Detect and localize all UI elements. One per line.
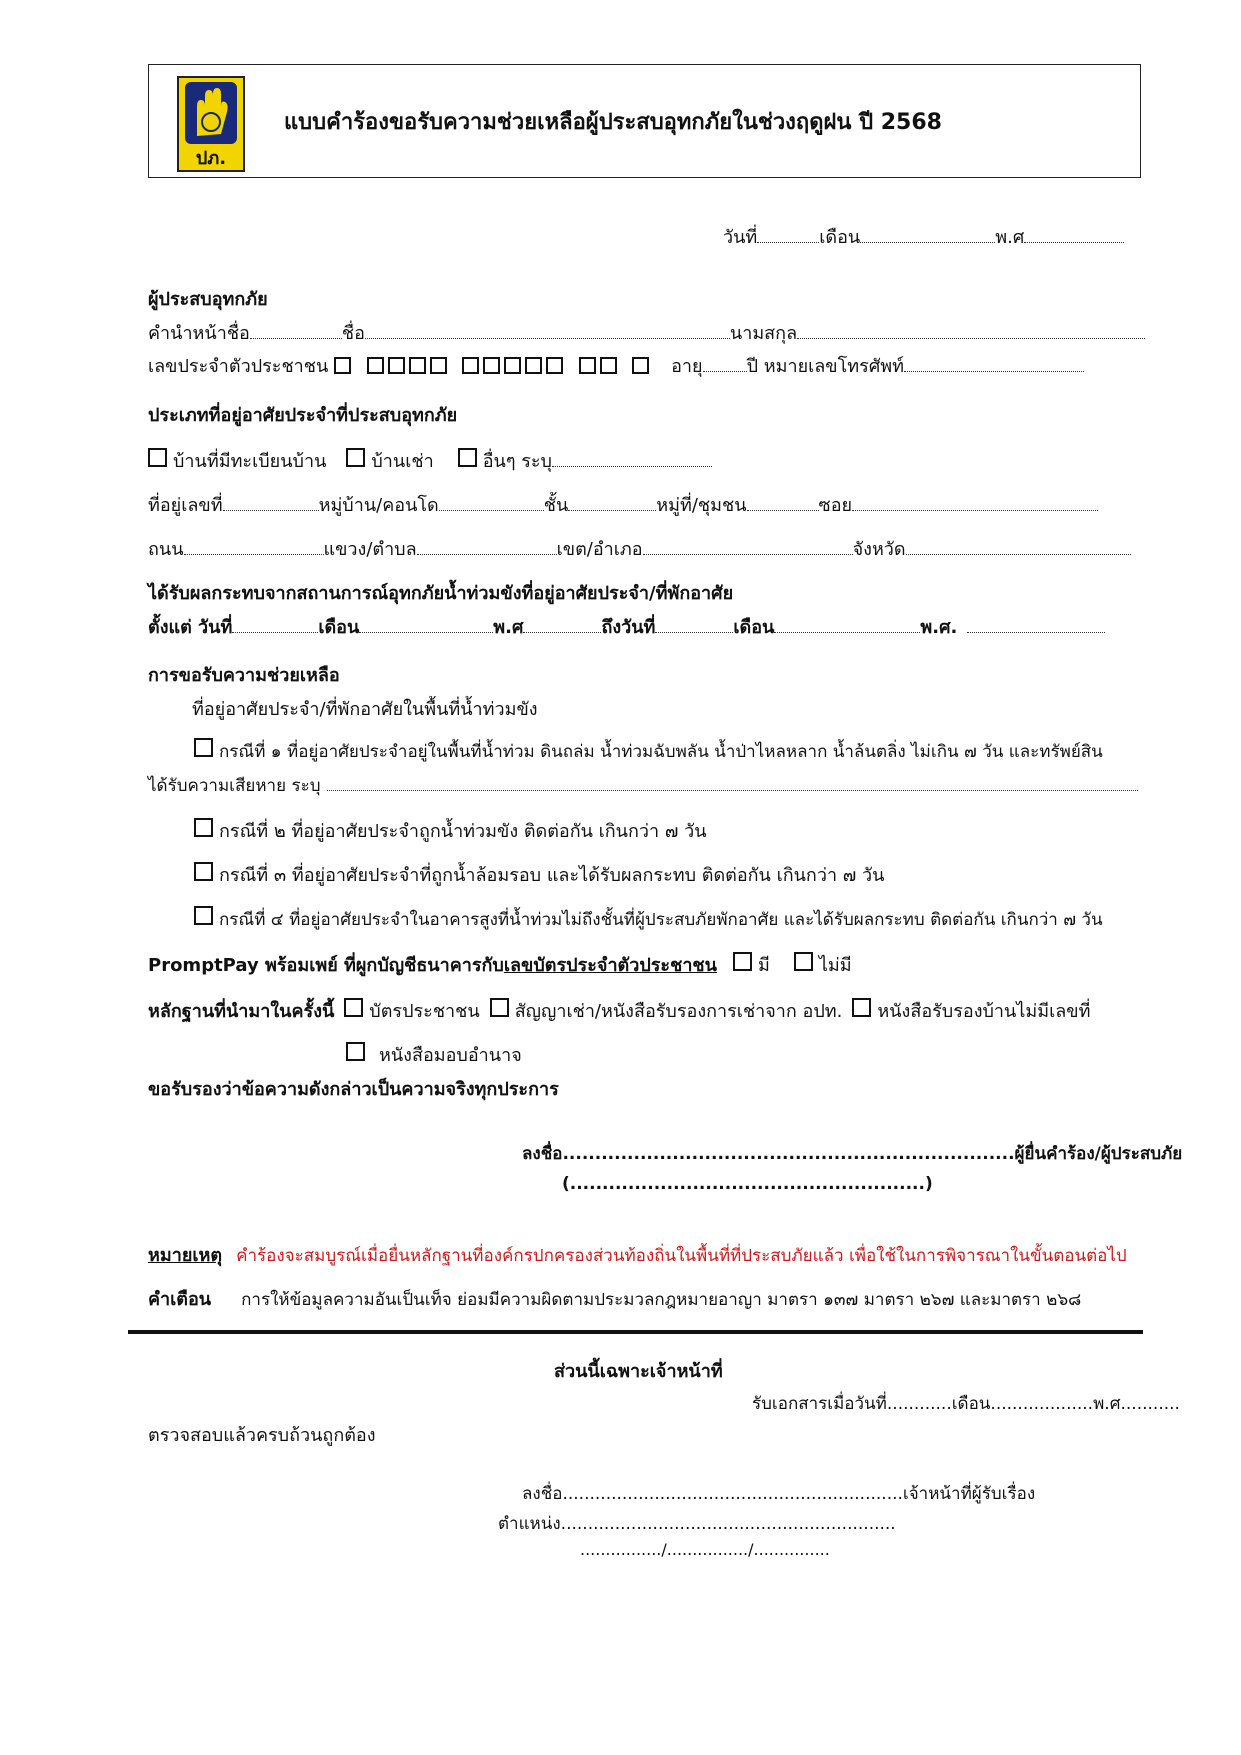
promptpay-line: PromptPay พร้อมเพย์ ที่ผูกบัญชีธนาคารกับ เลขบัตรประจำตัวประชาชน มี ไม่มี [148, 950, 852, 979]
id-boxes[interactable] [334, 356, 653, 377]
checkbox-other[interactable] [458, 448, 477, 467]
case-3: กรณีที่ ๓ ที่อยู่อาศัยประจำที่ถูกน้ำล้อมรอบ และได้รับผลกระทบ ติดต่อกัน เกินกว่า ๗ วัน [194, 860, 884, 889]
to-month-field[interactable] [774, 614, 920, 633]
svg-text:ปภ.: ปภ. [195, 148, 227, 169]
case-1-detail: ได้รับความเสียหาย ระบุ [148, 772, 1138, 799]
date-line: วันที่ เดือน พ.ศ [723, 222, 1124, 251]
checkbox-no-house-no[interactable] [852, 998, 871, 1017]
officer-signature: ลงชื่อ...............................................................เจ้าหน้าที่ผู้รับเรื่อง [522, 1484, 1036, 1504]
note-line: หมายเหตุ คำร้องจะสมบูรณ์เมื่อยื่นหลักฐานที่องค์กรปกครองส่วนท้องถิ่นในพื้นที่ที่ประสบภัยแล้ว เพื่อใช้ในการพิจารณาในขั้นตอนต่อไป [148, 1245, 1127, 1266]
floor-field[interactable] [568, 492, 656, 511]
assistance-sub: ที่อยู่อาศัยประจำ/ที่พักอาศัยในพื้นที่น้ำท่วมขัง [192, 699, 538, 720]
district-field[interactable] [643, 536, 853, 555]
from-month-field[interactable] [359, 614, 493, 633]
village-field[interactable] [439, 492, 544, 511]
checkbox-case-3[interactable] [194, 862, 213, 881]
subdistrict-field[interactable] [417, 536, 557, 555]
case-1: กรณีที่ ๑ ที่อยู่อาศัยประจำอยู่ในพื้นที่น้ำท่วม ดินถล่ม น้ำท่วมฉับพลัน น้ำป่าไหลหลาก น้ำล้นตลิ่ง ไม่เกิน ๗ วัน และทรัพย์สิน [194, 738, 1103, 765]
officer-position: ตำแหน่ง.............................................................. [498, 1514, 896, 1534]
checked-text: ตรวจสอบแล้วครบถ้วนถูกต้อง [148, 1425, 376, 1446]
checkbox-id-card[interactable] [344, 998, 363, 1017]
from-year-field[interactable] [523, 614, 601, 633]
house-no-field[interactable] [223, 492, 319, 511]
to-year-field[interactable] [967, 614, 1105, 633]
checkbox-case-1[interactable] [194, 738, 213, 757]
road-field[interactable] [184, 536, 324, 555]
officer-heading: ส่วนนี้เฉพาะเจ้าหน้าที่ [554, 1361, 723, 1382]
received-date: รับเอกสารเมื่อวันที่............เดือน...................พ.ศ........... [752, 1394, 1180, 1414]
address-line-1: ที่อยู่เลขที่ หมู่บ้าน/คอนโด ชั้น หมู่ที่/ชุมชน ซอย [148, 490, 1098, 519]
soi-field[interactable] [852, 492, 1098, 511]
province-field[interactable] [906, 536, 1131, 555]
impact-heading: ได้รับผลกระทบจากสถานการณ์อุทกภัยน้ำท่วมขังที่อยู่อาศัยประจำ/ที่พักอาศัย [148, 583, 734, 604]
surname-field[interactable] [797, 320, 1145, 339]
day-field[interactable] [757, 224, 819, 243]
other-field[interactable] [552, 448, 712, 467]
applicant-signature: ลงชื่อ......................................................................ผู้ยื่นคำร้อง/ผู้ประสบภัย [522, 1144, 1183, 1164]
month-field[interactable] [860, 224, 995, 243]
case-4: กรณีที่ ๔ ที่อยู่อาศัยประจำในอาคารสูงที่น้ำท่วมไม่ถึงชั้นที่ผู้ประสบภัยพักอาศัย และได้รับผลกระทบ ติดต่อกัน เกินกว่า ๗ วัน [194, 906, 1103, 933]
from-day-field[interactable] [232, 614, 318, 633]
damage-field[interactable] [327, 772, 1138, 791]
checkbox-lease[interactable] [490, 998, 509, 1017]
ddpm-logo [177, 76, 245, 172]
evidence-line-2: หนังสือมอบอำนาจ [346, 1040, 522, 1069]
checkbox-promptpay-yes[interactable] [733, 952, 752, 971]
certify-text: ขอรับรองว่าข้อความดังกล่าวเป็นความจริงทุกประการ [148, 1079, 559, 1100]
phone-field[interactable] [904, 353, 1084, 372]
id-line: เลขประจำตัวประชาชน อายุ ปี หมายเลขโทรศัพท์ [148, 351, 1084, 380]
officer-date: ................/................/............... [580, 1540, 830, 1559]
impact-dates: ตั้งแต่ วันที่ เดือน พ.ศ ถึงวันที่ เดือน พ.ศ. [148, 612, 1105, 641]
checkbox-promptpay-no[interactable] [794, 952, 813, 971]
checkbox-rented-house[interactable] [346, 448, 365, 467]
assistance-heading: การขอรับความช่วยเหลือ [148, 665, 340, 686]
evidence-line: หลักฐานที่นำมาในครั้งนี้ บัตรประชาชน สัญญาเช่า/หนังสือรับรองการเช่าจาก อปท. หนังสือรับรองบ้านไม่มีเลขที่ [148, 996, 1090, 1025]
warning-line: คำเตือน การให้ข้อมูลความอันเป็นเท็จ ย่อมมีความผิดตามประมวลกฎหมายอาญา มาตรา ๑๓๗ มาตรา ๒๖๗ และมาตรา ๒๖๘ [148, 1289, 1082, 1310]
checkbox-registered-house[interactable] [148, 448, 167, 467]
checkbox-case-4[interactable] [194, 906, 213, 925]
age-field[interactable] [703, 353, 747, 372]
moo-field[interactable] [747, 492, 819, 511]
address-line-2: ถนน แขวง/ตำบล เขต/อำเภอ จังหวัด [148, 534, 1131, 563]
case-2: กรณีที่ ๒ ที่อยู่อาศัยประจำถูกน้ำท่วมขัง ติดต่อกัน เกินกว่า ๗ วัน [194, 816, 707, 845]
section-divider [128, 1330, 1143, 1334]
residence-heading: ประเภทที่อยู่อาศัยประจำที่ประสบอุทกภัย [148, 405, 458, 426]
year-field[interactable] [1024, 224, 1124, 243]
checkbox-case-2[interactable] [194, 818, 213, 837]
victim-heading: ผู้ประสบอุทกภัย [148, 289, 268, 310]
residence-options: บ้านที่มีทะเบียนบ้าน บ้านเช่า อื่นๆ ระบุ [148, 446, 712, 475]
to-day-field[interactable] [655, 614, 733, 633]
checkbox-power-of-attorney[interactable] [346, 1042, 365, 1061]
page-title: แบบคำร้องขอรับความช่วยเหลือผู้ประสบอุทกภัยในช่วงฤดูฝน ปี 2568 [284, 110, 942, 135]
firstname-field[interactable] [365, 320, 730, 339]
applicant-name-paren: (.......................................................) [562, 1174, 933, 1194]
name-line: คำนำหน้าชื่อ ชื่อ นามสกุล [148, 318, 1145, 347]
prefix-field[interactable] [250, 320, 342, 339]
